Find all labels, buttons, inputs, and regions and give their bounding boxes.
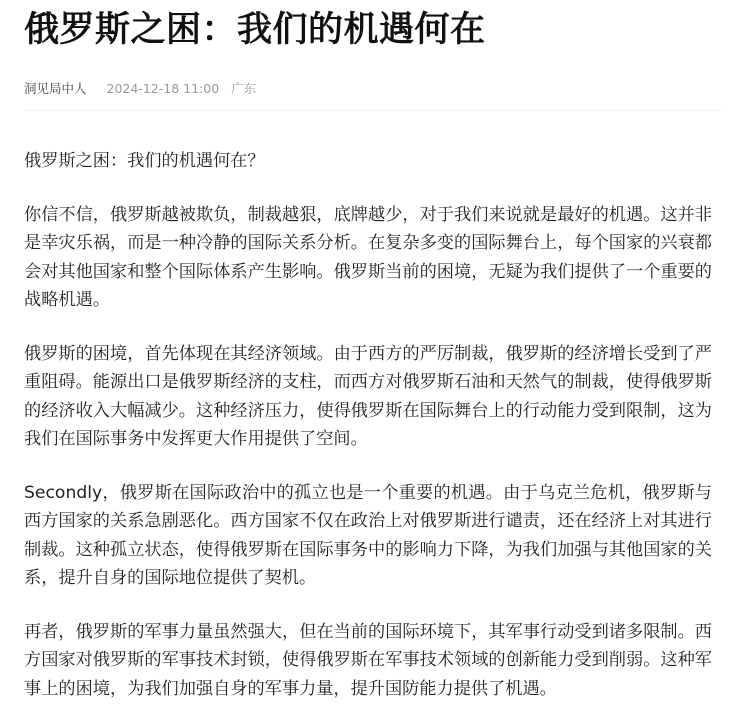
article-meta [24,79,712,99]
article-title: 俄罗斯之困：我们的机遇何在 [24,10,486,50]
paragraph: 再者，俄罗斯的军事力量虽然强大，但在当前的国际环境下，其军事行动受到诸多限制。西方国家对俄罗斯的军事技术封锁，使得俄罗斯在军事技术领域的创新能力受到削弱。这种军事上的困境，为我们加强自身的军事力量，提升国防能力提供了机遇。 [24,621,712,699]
paragraph: 俄罗斯之困：我们的机遇何在？ [24,151,265,171]
article [24,0,712,728]
paragraph: Secondly，俄罗斯在国际政治中的孤立也是一个重要的机遇。由于乌克兰危机，俄罗斯与西方国家的关系急剧恶化。西方国家不仅在政治上对俄罗斯进行谴责，还在经济上对其进行制裁。这种孤立状态，使得俄罗斯在国际事务中的影响力下降，为我们加强与其他国家的关系，提升自身的国际地位提供了契机。 [24,482,712,588]
publish-location: 广东 [231,81,257,96]
meta-divider [24,110,722,111]
paragraph: 俄罗斯的困境，首先体现在其经济领域。由于西方的严厉制裁，俄罗斯的经济增长受到了严重阻碍。能源出口是俄罗斯经济的支柱，而西方对俄罗斯石油和天然气的制裁，使得俄罗斯的经济收入大幅减少。这种经济压力，使得俄罗斯在国际舞台上的行动能力受到限制，这为我们在国际事务中发挥更大作用提供了空间。 [24,343,712,449]
paragraph: 你信不信，俄罗斯越被欺负，制裁越狠，底牌越少，对于我们来说就是最好的机遇。这并非是幸灾乐祸，而是一种冷静的国际关系分析。在复杂多变的国际舞台上，每个国家的兴衰都会对其他国家和整个国际体系产生影响。俄罗斯当前的困境，无疑为我们提供了一个重要的战略机遇。 [24,204,712,310]
author-name[interactable]: 洞见局中人 [24,81,87,96]
publish-time: 2024-12-18 11:00 [106,81,220,96]
article-body [24,147,712,703]
